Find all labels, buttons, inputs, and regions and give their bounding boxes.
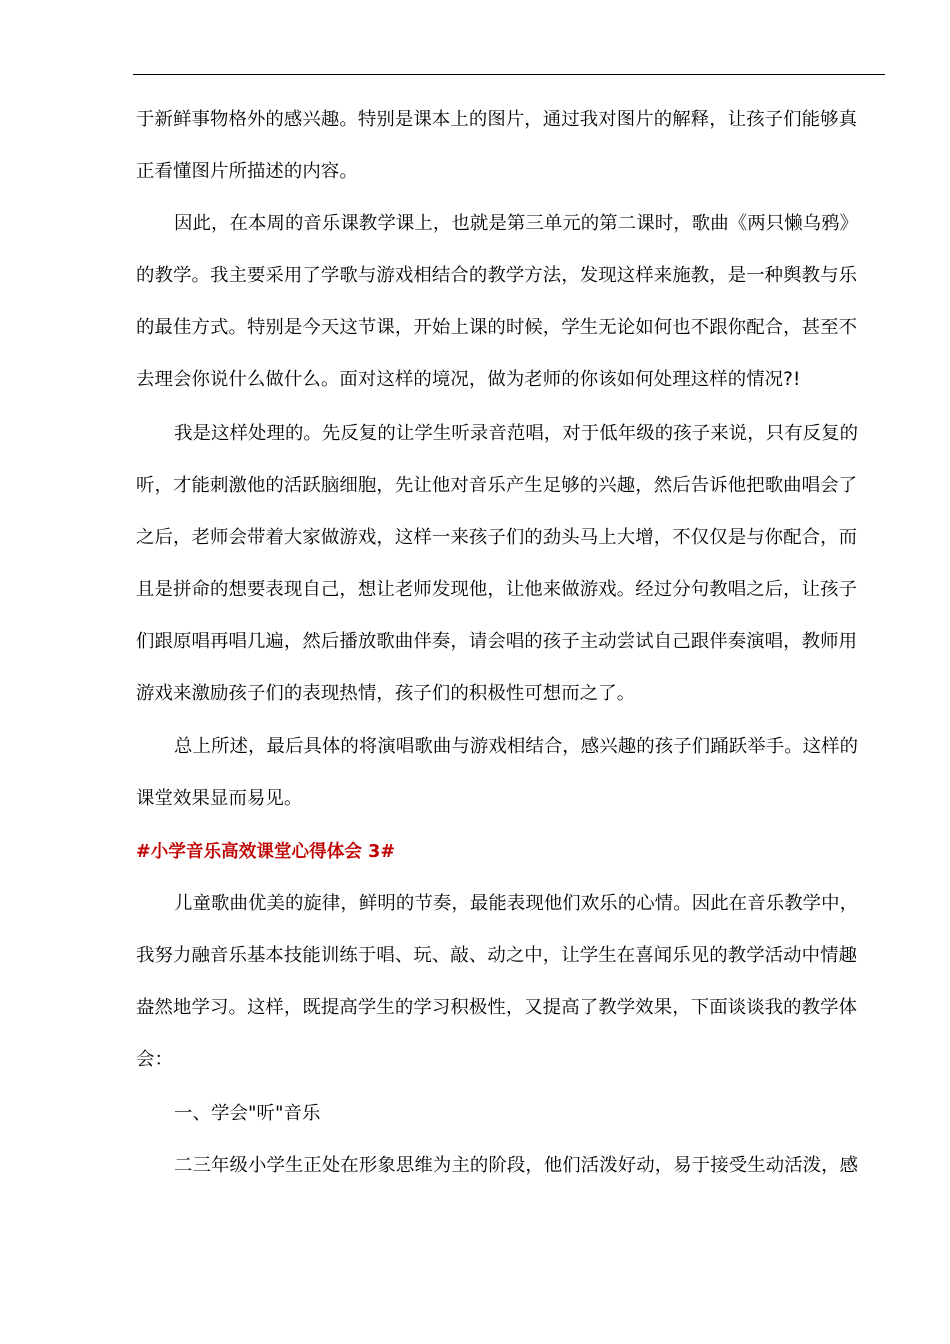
text-line: 游戏来激励孩子们的表现热情，孩子们的积极性可想而之了。 [136,683,636,704]
section-heading: #小学音乐高效课堂心得体会 3# [136,842,396,862]
paragraph-start-line: 总上所述，最后具体的将演唱歌曲与游戏相结合，感兴趣的孩子们踊跃举手。这样的 [174,736,859,757]
text-line: 的教学。我主要采用了学歌与游戏相结合的教学方法，发现这样来施教，是一种舆教与乐 [136,265,858,286]
text-line: 之后，老师会带着大家做游戏，这样一来孩子们的劲头马上大增，不仅仅是与你配合，而 [136,527,858,548]
text-line: 且是拼命的想要表现自己，想让老师发现他，让他来做游戏。经过分句教唱之后，让孩子 [136,579,858,600]
paragraph-start-line: 儿童歌曲优美的旋律，鲜明的节奏，最能表现他们欢乐的心情。因此在音乐教学中， [174,893,859,914]
text-line: 于新鲜事物格外的感兴趣。特别是课本上的图片，通过我对图片的解释，让孩子们能够真 [136,109,858,130]
text-line: 课堂效果显而易见。 [136,788,303,809]
paragraph-start-line: 因此，在本周的音乐课教学课上，也就是第三单元的第二课时，歌曲《两只懒乌鸦》 [174,213,859,234]
text-line: 的最佳方式。特别是今天这节课，开始上课的时候，学生无论如何也不跟你配合，甚至不 [136,317,858,338]
text-line: 会： [136,1049,173,1070]
text-line: 正看懂图片所描述的内容。 [136,161,358,182]
text-line: 盎然地学习。这样，既提高学生的学习积极性，又提高了教学效果，下面谈谈我的教学体 [136,997,858,1018]
paragraph-start-line: 我是这样处理的。先反复的让学生听录音范唱，对于低年级的孩子来说，只有反复的 [174,423,859,444]
text-line: 去理会你说什么做什么。面对这样的境况，做为老师的你该如何处理这样的情况?! [136,369,801,390]
header-rule [133,74,885,75]
text-line: 我努力融音乐基本技能训练于唱、玩、敲、动之中，让学生在喜闻乐见的教学活动中情趣 [136,945,858,966]
paragraph-start-line: 二三年级小学生正处在形象思维为主的阶段，他们活泼好动，易于接受生动活泼，感 [174,1155,859,1176]
text-line: 听，才能刺激他的活跃脑细胞，先让他对音乐产生足够的兴趣，然后告诉他把歌曲唱会了 [136,475,858,496]
text-line: 们跟原唱再唱几遍，然后播放歌曲伴奏，请会唱的孩子主动尝试自己跟伴奏演唱，教师用 [136,631,858,652]
subheading-line: 一、学会"听"音乐 [174,1103,321,1124]
